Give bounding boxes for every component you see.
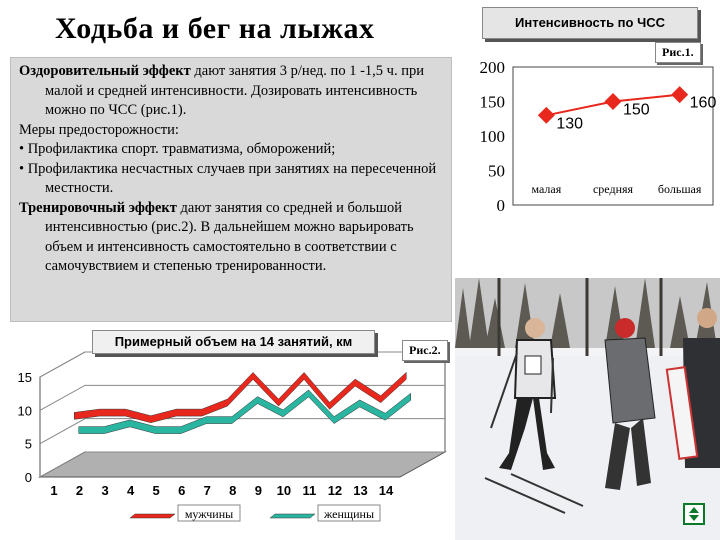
paragraph-training-effect	[19, 199, 443, 277]
chart2-x-tick-label: 10	[276, 483, 292, 498]
chart2-legend-label: мужчины	[184, 507, 234, 521]
chart2-x-tick-label: 2	[75, 483, 84, 498]
chart2-x-tick-label: 5	[152, 483, 160, 498]
chart1-y-tick-label: 0	[496, 196, 505, 215]
chart1-svg	[455, 55, 720, 225]
health-effect-term: Оздоровительный эффект	[19, 63, 191, 79]
precaution-bullet-2: • Профилактика несчастных случаев при занятиях на пересеченной местности.	[19, 160, 437, 196]
precaution-bullet-1: • Профилактика спорт. травматизма, обморожений;	[19, 141, 336, 157]
chart2-x-tick-label: 9	[254, 483, 262, 498]
chart2-figure-label: Рис.2.	[402, 340, 448, 361]
chart2-legend-swatch	[130, 514, 175, 518]
chart2-x-tick-label: 6	[178, 483, 186, 498]
navigation-button-icon[interactable]	[683, 503, 705, 525]
chart1-y-tick-label: 200	[479, 58, 505, 77]
chart2-x-tick-label: 1	[50, 483, 58, 498]
chart2-y-tick-label: 0	[24, 470, 32, 485]
chart2-x-tick-label: 7	[203, 483, 211, 498]
chart1-y-tick-label: 150	[479, 92, 505, 112]
chart1-x-tick-label: малая	[531, 182, 562, 196]
chart2-floor	[40, 452, 445, 477]
chart1-data-label: 150	[623, 101, 650, 119]
navigation-arrows-icon	[685, 505, 703, 523]
chart2-x-tick-label: 12	[327, 483, 343, 498]
chart2-y-tick-label: 5	[24, 436, 32, 452]
training-effect-text: дают занятия со средней и большой интенсивностью (рис.2). В дальнейшем можно варьировать объем и интенсивность самостоятельно в соответствии с самочувствием и степенью тренированности.	[45, 199, 414, 274]
chart1-x-tick-label: большая	[657, 182, 702, 196]
chart1-title: Интенсивность по ЧСС	[482, 7, 698, 39]
chart1-x-tick-label: средняя	[592, 182, 634, 196]
chart1-data-label: 130	[556, 115, 584, 133]
health-effect-text: дают занятия 3 р/нед. по 1 -1,5 ч. при малой и средней интенсивности. Дозировать интенсивность можно по ЧСС (рис.1).	[45, 63, 424, 118]
chart2-title: Примерный объем на 14 занятий, км	[92, 330, 375, 354]
paragraph-health-effect	[19, 62, 443, 121]
chart2-y-tick-label: 10	[17, 403, 32, 419]
chart2-x-tick-label: 3	[101, 483, 109, 498]
chart2-x-tick-label: 8	[229, 483, 237, 498]
chart2-svg	[5, 335, 453, 540]
chart1-y-tick-label: 100	[479, 127, 505, 146]
chart1-figure-label: Рис.1.	[655, 42, 701, 63]
chart1-y-tick-label: 50	[488, 161, 505, 181]
chart2-x-tick-label: 14	[378, 483, 394, 498]
chart2-legend-label: женщины	[323, 507, 375, 521]
chart2-x-tick-label: 13	[353, 483, 368, 498]
slide-title: Ходьба и бег на лыжах	[55, 12, 375, 45]
chart2-x-tick-label: 4	[126, 483, 135, 498]
chart1-data-label: 160	[689, 94, 717, 112]
chart2-x-tick-label: 11	[302, 483, 317, 498]
skiing-photo	[455, 278, 720, 540]
precautions-label: Меры предосторожности:	[19, 121, 179, 138]
chart2-legend-swatch	[270, 514, 315, 518]
training-effect-term: Тренировочный эффект	[19, 199, 177, 216]
precautions-heading	[19, 121, 443, 141]
chart2-y-tick-label: 15	[17, 370, 32, 385]
text-panel	[10, 57, 452, 322]
